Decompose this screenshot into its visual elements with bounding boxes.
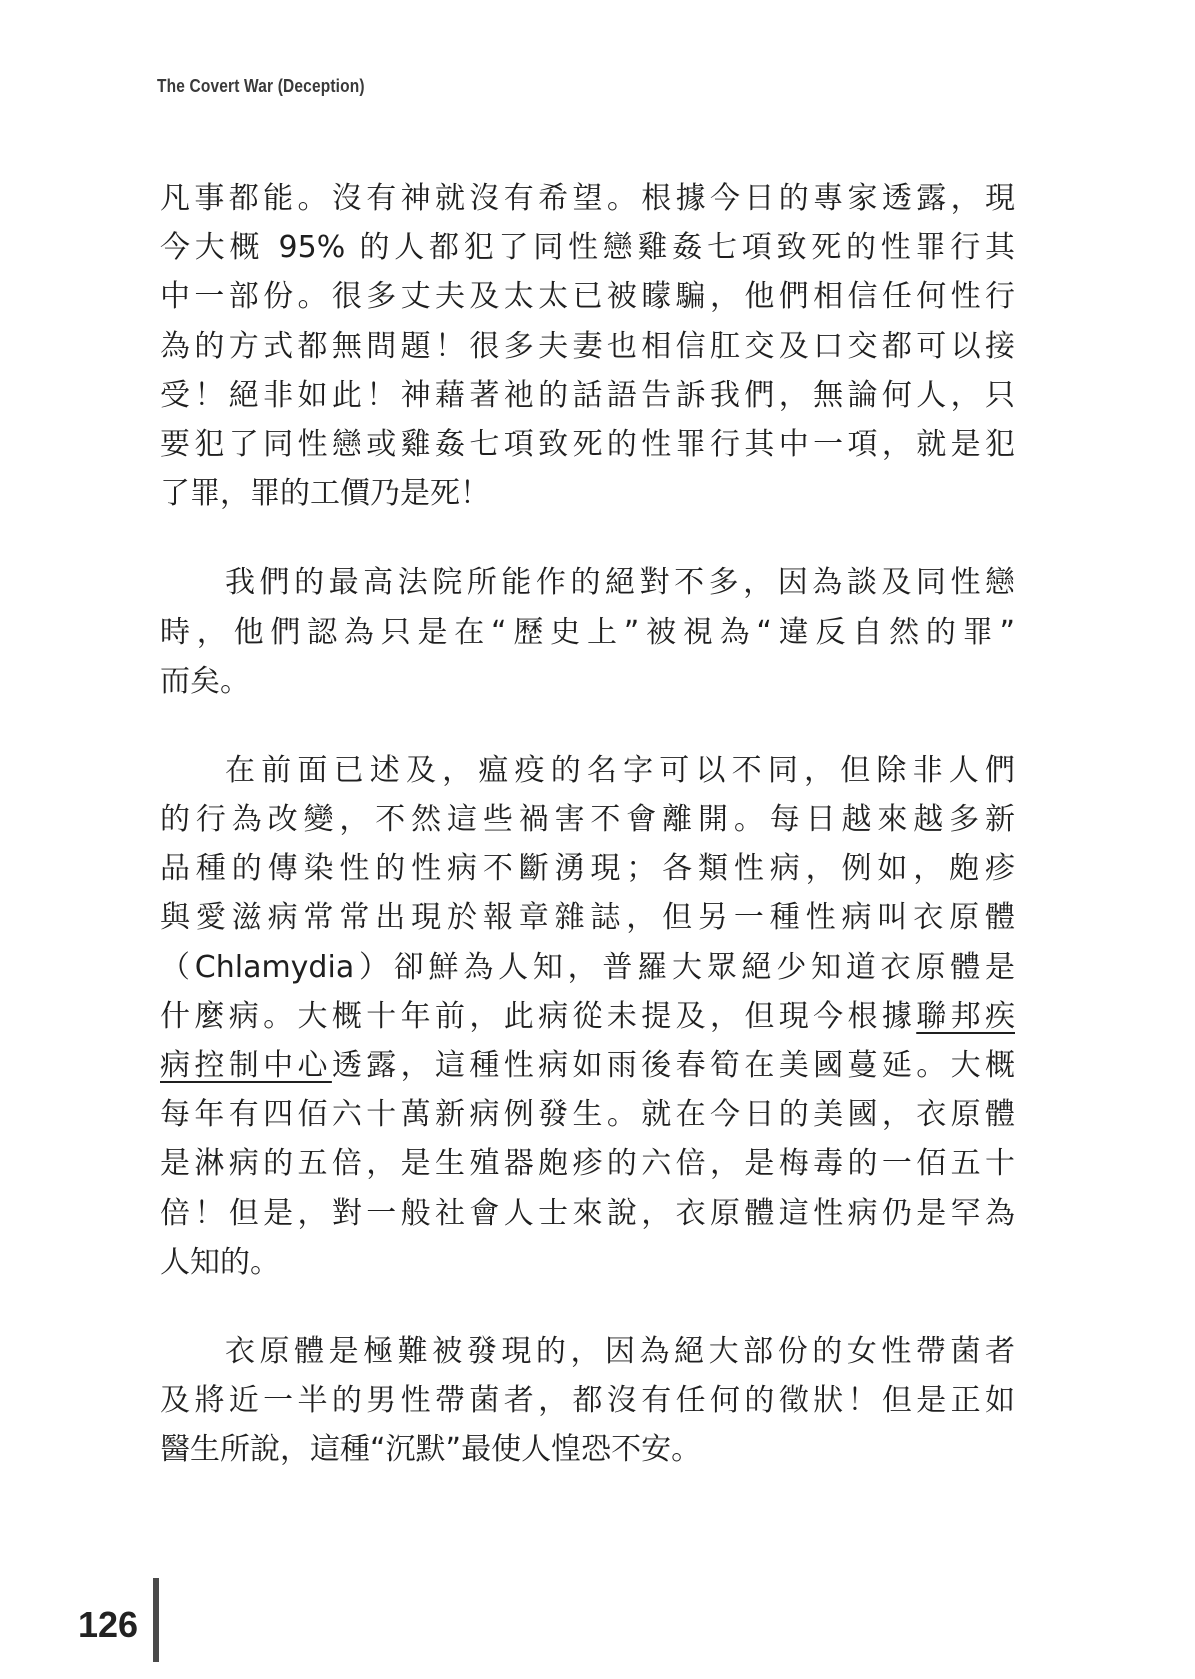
text-line: 的行為改變，不然這些禍害不會離開。每日越來越多新 <box>160 802 1015 838</box>
text-line: 中一部份。很多丈夫及太太已被矇騙，他們相信任何性行 <box>160 279 1015 315</box>
text-line: 與愛滋病常常出現於報章雜誌，但另一種性病叫衣原體 <box>160 900 1015 936</box>
text-line: 每年有四佰六十萬新病例發生。就在今日的美國，衣原體 <box>160 1097 1015 1133</box>
text-line: 時，他們認為只是在“歷史上”被視為“違反自然的罪” <box>160 614 1015 650</box>
paragraph-4 <box>160 1327 1015 1475</box>
text-line: 我們的最高法院所能作的絕對不多，因為談及同性戀 <box>225 565 1015 601</box>
text-line: 人知的。 <box>160 1244 280 1280</box>
underlined-phrase: 聯邦疾 <box>916 998 1015 1034</box>
text-line: 今大概 95% 的人都犯了同性戀雞姦七項致死的性罪行其 <box>160 230 1015 266</box>
text-line: 是淋病的五倍，是生殖器皰疹的六倍，是梅毒的一佰五十 <box>160 1146 1015 1182</box>
text-line: 要犯了同性戀或雞姦七項致死的性罪行其中一項，就是犯 <box>160 426 1015 462</box>
text-line: 品種的傳染性的性病不斷湧現；各類性病，例如，皰疹 <box>160 851 1015 887</box>
text-line: 凡事都能。沒有神就沒有希望。根據今日的專家透露，現 <box>160 181 1015 216</box>
text-line: 在前面已述及，瘟疫的名字可以不同，但除非人們 <box>225 752 1015 788</box>
footer-rule <box>153 1578 159 1662</box>
text-line-with-underline: 什麼病。大概十年前，此病從未提及，但現今根據聯邦疾 <box>160 998 1015 1034</box>
paragraph-1 <box>160 174 1015 518</box>
text-line: （Chlamydia）卻鮮為人知，普羅大眾絕少知道衣原體是 <box>160 949 1015 985</box>
text-line: 衣原體是極難被發現的，因為絕大部份的女性帶菌者 <box>225 1333 1015 1369</box>
text-line: 為的方式都無問題！很多夫妻也相信肛交及口交都可以接 <box>160 328 1015 364</box>
underlined-phrase: 病控制中心 <box>160 1048 332 1083</box>
paragraph-2 <box>160 558 1015 706</box>
text-line: 倍！但是，對一般社會人士來說，衣原體這性病仍是罕為 <box>160 1195 1015 1231</box>
text-line: 而矣。 <box>160 663 250 699</box>
page-number: 126 <box>78 1604 139 1645</box>
text-line: 醫生所說，這種“沉默”最使人惶恐不安。 <box>160 1432 702 1468</box>
running-title: The Covert War (Deception) <box>157 76 365 96</box>
paragraph-3 <box>160 746 1015 1287</box>
text-line: 及將近一半的男性帶菌者，都沒有任何的徵狀！但是正如 <box>160 1383 1015 1419</box>
text-line: 了罪，罪的工價乃是死！ <box>160 476 490 512</box>
text-line: 受！絕非如此！神藉著祂的話語告訴我們，無論何人，只 <box>160 377 1015 413</box>
text-line-with-underline: 病控制中心透露，這種性病如雨後春筍在美國蔓延。大概 <box>160 1048 1015 1083</box>
main-text <box>160 174 1015 1515</box>
